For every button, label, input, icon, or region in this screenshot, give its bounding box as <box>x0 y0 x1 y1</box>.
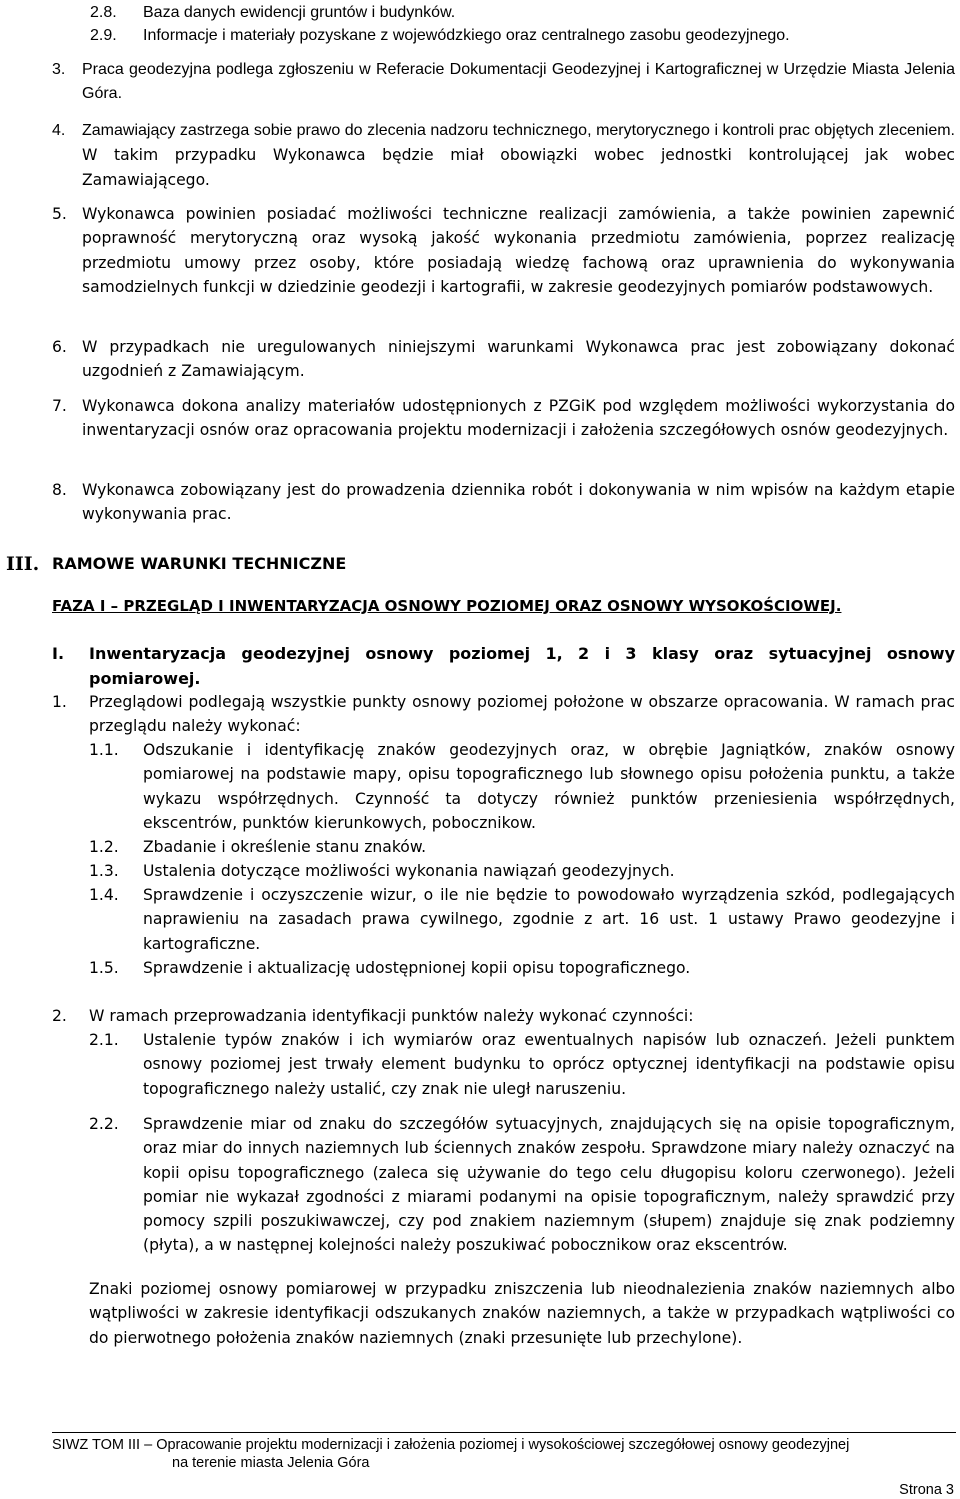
point-2-text: W ramach przeprowadzania identyfikacji punktów należy wykonać czynności: <box>89 1007 694 1025</box>
footer-title-line1: SIWZ TOM III – Opracowanie projektu modernizacji i założenia poziomej i wysokościowej szczegółowej osnowy geodezyjnej <box>52 1437 850 1453</box>
subsection-title: Inwentaryzacja geodezyjnej osnowy poziomej 1, 2 i 3 klasy oraz sytuacyjnej osnowy pomiarowej. <box>89 644 955 688</box>
item-3-text: Praca geodezyjna podlega zgłoszeniu w Referacie Dokumentacji Geodezyjnej i Kartograficznej w Urzędzie Miasta Jelenia Góra. <box>82 61 955 102</box>
item-4-num: 4. <box>52 122 66 139</box>
item-7-text: Wykonawca dokona analizy materiałów udostępnionych z PZGiK pod względem możliwości wykorzystania do inwentaryzacji osnów oraz opracowania projektu modernizacji i założenia szczegółowych osnów geodezyjnych. <box>82 397 955 440</box>
item-5-num: 5. <box>52 205 67 223</box>
footer-divider <box>52 1432 956 1433</box>
point-1-2-num: 1.2. <box>89 838 119 856</box>
page-number: Strona 3 <box>899 1482 954 1498</box>
item-6-text: W przypadkach nie uregulowanych niniejszymi warunkami Wykonawca prac jest zobowiązany dokonać uzgodnień z Zamawiającym. <box>82 338 955 381</box>
point-2-num: 2. <box>52 1007 67 1025</box>
point-1-1-text: Odszukanie i identyfikację znaków geodezyjnych oraz, w obrębie Jagniątków, znaków osnowy pomiarowej na podstawie mapy, opisu topograficznego lub słownego opisu położenia punktu, a także wykazu współrzędnych. Czynność ta dotyczy również punktów przeniesienia współrzędnych, ekscentrów, punktów kierunkowych, pobocznikow. <box>143 741 955 832</box>
point-2-1-num: 2.1. <box>89 1031 119 1049</box>
point-2-2-num: 2.2. <box>89 1115 119 1133</box>
point-1-5-text: Sprawdzenie i aktualizację udostępnionej kopii opisu topograficznego. <box>143 959 691 977</box>
footer-title-line2: na terenie miasta Jelenia Góra <box>172 1455 370 1471</box>
item-6-num: 6. <box>52 338 67 356</box>
point-1-num: 1. <box>52 693 67 711</box>
item-7-num: 7. <box>52 397 67 415</box>
item-8-num: 8. <box>52 481 67 499</box>
point-1-3-text: Ustalenia dotyczące możliwości wykonania nawiązań geodezyjnych. <box>143 862 675 880</box>
list-item-2-8-text: Baza danych ewidencji gruntów i budynków. <box>143 4 456 21</box>
item-3-num: 3. <box>52 61 66 78</box>
point-2-1-text: Ustalenie typów znaków i ich wymiarów oraz ewentualnych napisów lub oznaczeń. Jeżeli punktem osnowy poziomej jest trwały element budynku to oprócz optycznej identyfikacji na podstawie opisu topograficznego należy ustalić, czy znak nie uległ naruszeniu. <box>143 1031 955 1098</box>
phase-heading: FAZA I – PRZEGLĄD I INWENTARYZACJA OSNOWY POZIOMEJ ORAZ OSNOWY WYSOKOŚCIOWEJ. <box>52 597 842 615</box>
point-2-2-text: Sprawdzenie miar od znaku do szczegółów sytuacyjnych, znajdujących się na opisie topograficznym, oraz miar do innych naziemnych lub ściennych znaków zespołu. Sprawdzone miary należy oznaczyć na kopii opisu topograficznego (zaleca się używanie do tego celu długopisu koloru czerwonego). Jeżeli pomiar nie wykazał zgodności z miarami podanymi na opisie topograficznym, należy sprawdzić przy pomocy szpili poszukiwawczej, czy pod znakiem naziemnym (słupem) znajduje się znak podziemny (płyta), a w następnej kolejności należy poszukiwać pobocznikow oraz ekscentrów. <box>143 1115 955 1255</box>
subsection-number: I. <box>52 644 65 663</box>
point-1-text: Przeglądowi podlegają wszystkie punkty osnowy poziomej położone w obszarze opracowania. W ramach prac przeglądu należy wykonać: <box>89 693 955 736</box>
list-item-2-8-num: 2.8. <box>90 4 117 21</box>
item-4-text <box>82 119 955 193</box>
closing-paragraph: Znaki poziomej osnowy pomiarowej w przypadku zniszczenia lub nieodnalezienia znaków naziemnych albo wątpliwości w zakresie identyfikacji odszukanych znaków naziemnych, a także w przypadkach wątpliwości co do pierwotnego położenia znaków naziemnych (znaki przesunięte lub przechylone). <box>89 1280 955 1347</box>
item-5-text: Wykonawca powinien posiadać możliwości techniczne realizacji zamówienia, a także powinien zapewnić poprawność merytoryczną oraz wysoką jakość wykonania przedmiotu zamówienia, poprzez realizację przedmiotu umowy przez osoby, które posiadają wiedzę fachową oraz uprawnienia do wykonywania samodzielnych funkcji w dziedzinie geodezji i kartografii, w zakresie geodezyjnych pomiarów podstawowych. <box>82 205 955 296</box>
item-4-text-part1: Zamawiający zastrzega sobie prawo do zlecenia nadzoru technicznego, merytorycznego i kontroli prac objętych zleceniem. <box>82 122 955 139</box>
point-1-4-text: Sprawdzenie i oczyszczenie wizur, o ile nie będzie to powodowało wyrządzenia szkód, podlegających naprawieniu na zasadach prawa cywilnego, zgodnie z art. 16 ust. 1 ustawy Prawo geodezyjne i kartograficzne. <box>143 886 955 953</box>
list-item-2-9-text: Informacje i materiały pozyskane z wojewódzkiego oraz centralnego zasobu geodezyjnego. <box>143 27 790 44</box>
point-1-2-text: Zbadanie i określenie stanu znaków. <box>143 838 427 856</box>
point-1-3-num: 1.3. <box>89 862 119 880</box>
point-1-4-num: 1.4. <box>89 886 119 904</box>
point-1-5-num: 1.5. <box>89 959 119 977</box>
point-1-1-num: 1.1. <box>89 741 119 759</box>
item-8-text: Wykonawca zobowiązany jest do prowadzenia dziennika robót i dokonywania w nim wpisów na każdym etapie wykonywania prac. <box>82 481 955 524</box>
section-number: III. <box>6 553 40 575</box>
list-item-2-9-num: 2.9. <box>90 27 117 44</box>
item-4-text-part2: W takim przypadku Wykonawca będzie miał obowiązki wobec jednostki kontrolującej jak wobec Zamawiającego. <box>82 146 955 189</box>
section-title: RAMOWE WARUNKI TECHNICZNE <box>52 554 347 573</box>
